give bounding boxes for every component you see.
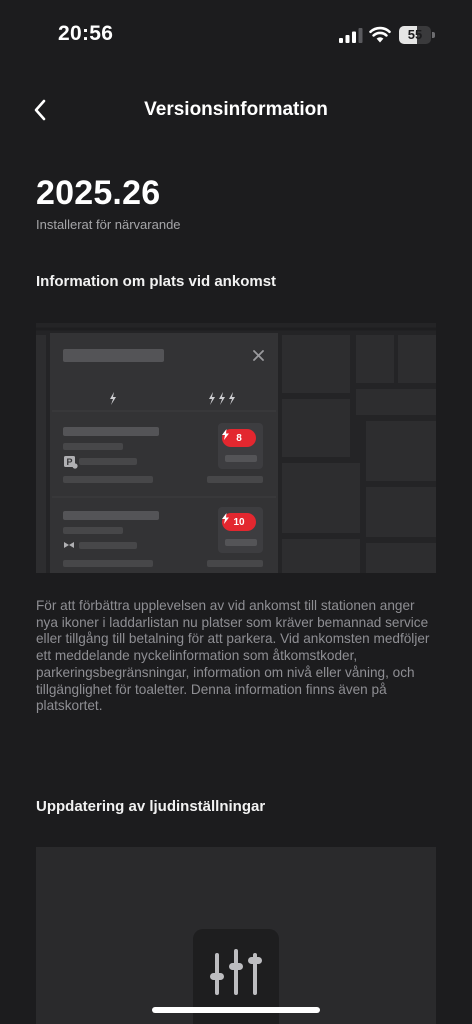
section-title-arrival-info: Information om plats vid ankomst bbox=[36, 273, 277, 290]
status-bar bbox=[0, 0, 472, 70]
charger-count: 10 bbox=[233, 516, 245, 528]
section-title-audio-settings: Uppdatering av ljudinställningar bbox=[36, 798, 266, 815]
charger-badge-2 bbox=[222, 513, 256, 531]
lightning-icon bbox=[222, 513, 229, 524]
cellular-signal-icon bbox=[339, 28, 363, 43]
lightning-icon bbox=[222, 429, 229, 440]
battery-percent: 55 bbox=[407, 27, 423, 42]
battery-indicator bbox=[399, 26, 435, 44]
audio-settings-illustration bbox=[36, 847, 436, 1024]
arrival-info-illustration bbox=[36, 323, 436, 573]
charger-badge-1 bbox=[222, 429, 256, 447]
arrival-info-description: För att förbättra upplevelsen av vid ankomst till stationen anger nya ikoner i laddarlistan nu platser som kräver bemannad service eller tillgång till betalning för att parkera. Vid ankomsten medföljer ett meddelande nyckelinformation som åtkomstkoder, parkeringsbegränsningar, information om nivå eller våning, och tillgänglighet för toaletter. Denna information finns även på platskortet. bbox=[36, 598, 430, 714]
home-indicator[interactable] bbox=[152, 1007, 320, 1013]
svg-text:P: P bbox=[66, 457, 73, 467]
version-number: 2025.26 bbox=[36, 174, 161, 212]
navigation-bar bbox=[0, 88, 472, 132]
charger-count: 8 bbox=[236, 432, 242, 444]
wifi-icon bbox=[369, 26, 391, 43]
version-status: Installerat för närvarande bbox=[36, 217, 181, 232]
page-title: Versionsinformation bbox=[144, 99, 328, 120]
status-time: 20:56 bbox=[58, 22, 114, 45]
